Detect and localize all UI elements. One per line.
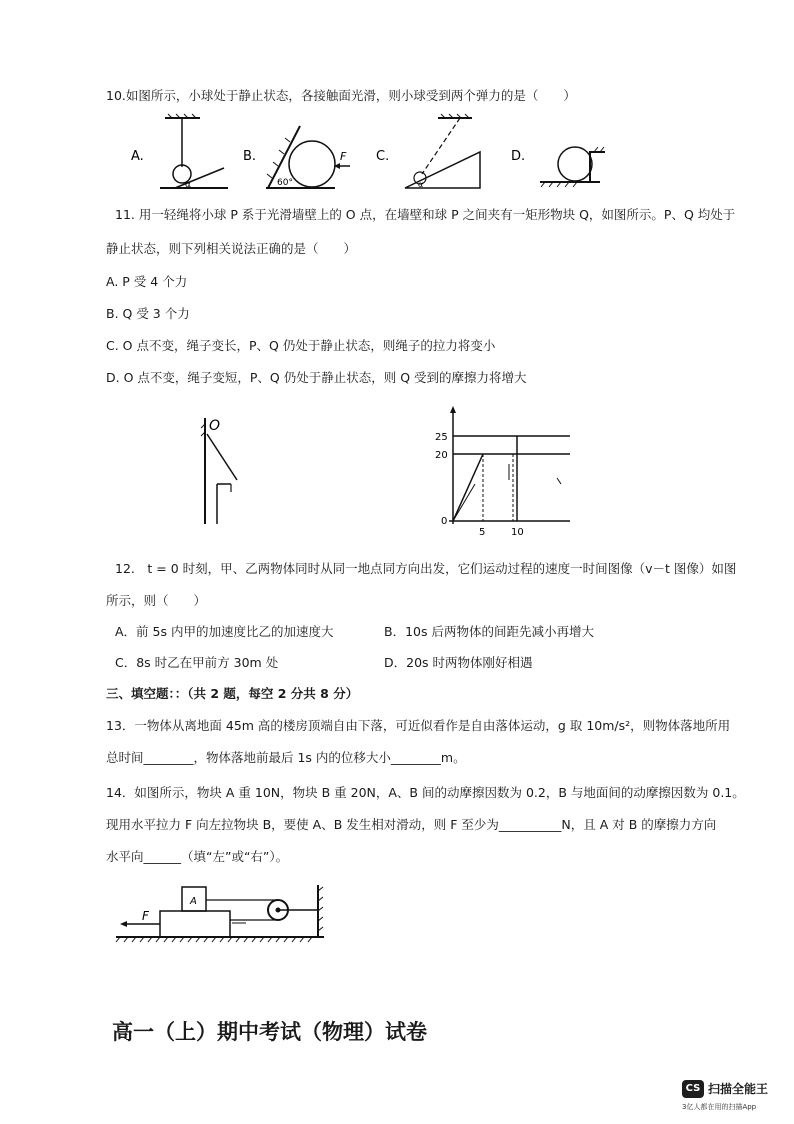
q10-figures [0,112,794,212]
q12-y-tick-25: 25 [435,432,448,443]
q10-force-f: F [340,150,347,163]
q12-option-b: B．10s 后两物体的间距先减小再增大 [384,624,594,639]
q10-angle-60: 60° [277,178,293,188]
q10-label-d: D. [511,149,526,164]
q12-option-c: C．8s 时乙在甲前方 30m 处 [115,655,279,670]
q10-label-b: B. [243,149,257,164]
q11-option-c: C. O 点不变，绳子变长，P、Q 仍处于静止状态，则绳子的拉力将变小 [106,338,496,353]
q10-alpha: α [185,180,191,190]
q14-line2: 现用水平拉力 F 向左拉物块 B，要使 A、B 发生相对滑动，则 F 至少为__________N，且 A 对 B 的摩擦力方向 [106,817,717,832]
q14-force-f: F [142,909,149,923]
q14-line3: 水平向______（填“左”或“右”）。 [106,849,289,864]
q11-stem-line1: 11. 用一轻绳将小球 P 系于光滑墙壁上的 O 点，在墙壁和球 P 之间夹有一矩形物块 Q，如图所示。P、Q 均处于 [115,207,736,222]
q10-figure-a [131,114,228,190]
q12-vt-graph [425,406,585,536]
q11-figure [185,408,265,528]
page-title: 高一（上）期中考试（物理）试卷 [112,1020,427,1044]
q11-option-d: D. O 点不变，绳子变短，P、Q 仍处于静止状态，则 Q 受到的摩擦力将增大 [106,370,527,385]
svg-text:α: α [418,180,424,189]
q10-label-a: A. [131,149,144,164]
scanner-logo-icon: CS [682,1080,704,1098]
q10-figure-c [376,114,480,189]
scanner-tagline: 3亿人都在用的扫描App [682,1103,757,1111]
q12-option-a: A．前 5s 内甲的加速度比乙的加速度大 [115,624,334,639]
q10-figure-d [511,147,605,187]
q12-x-tick-10: 10 [511,527,524,538]
q10-stem: 10.如图所示，小球处于静止状态，各接触面光滑，则小球受到两个弹力的是（ ） [106,88,576,103]
q11-option-b: B. Q 受 3 个力 [106,306,190,321]
q10-figure-b [243,126,350,188]
q11-option-a: A. P 受 4 个力 [106,274,188,289]
scanner-app-name: 扫描全能王 [708,1082,769,1096]
q11-point-o: O [209,418,221,434]
q11-stem-line2: 静止状态，则下列相关说法正确的是（ ） [106,241,357,256]
q14-figure [112,875,342,945]
q13-line2: 总时间________，物体落地前最后 1s 内的位移大小________m。 [106,750,466,765]
q14-line1: 14．如图所示，物块 A 重 10N，物块 B 重 20N，A、B 间的动摩擦因数为 0.2，B 与地面间的动摩擦因数为 0.1。 [106,785,745,800]
section-3-heading: 三、填空题：：（共 2 题，每空 2 分共 8 分） [106,686,359,701]
q12-x-tick-5: 5 [479,527,486,538]
q14-label-a: A [190,896,197,907]
q12-y-tick-20: 20 [435,450,448,461]
q12-option-d: D．20s 时两物体刚好相遇 [384,655,533,670]
q13-line1: 13．一物体从离地面 45m 高的楼房顶端自由下落，可近似看作是自由落体运动，g 取 10m/s²，则物体落地所用 [106,718,731,733]
q12-stem-line1: 12. t = 0 时刻，甲、乙两物体同时从同一地点同方向出发，它们运动过程的速度一时间图像（v－t 图像）如图 [115,561,737,576]
q12-y-tick-0: 0 [441,516,448,527]
q12-stem-line2: 所示，则（ ） [106,593,207,608]
scanner-watermark [682,1078,792,1118]
q10-label-c: C. [376,149,390,164]
